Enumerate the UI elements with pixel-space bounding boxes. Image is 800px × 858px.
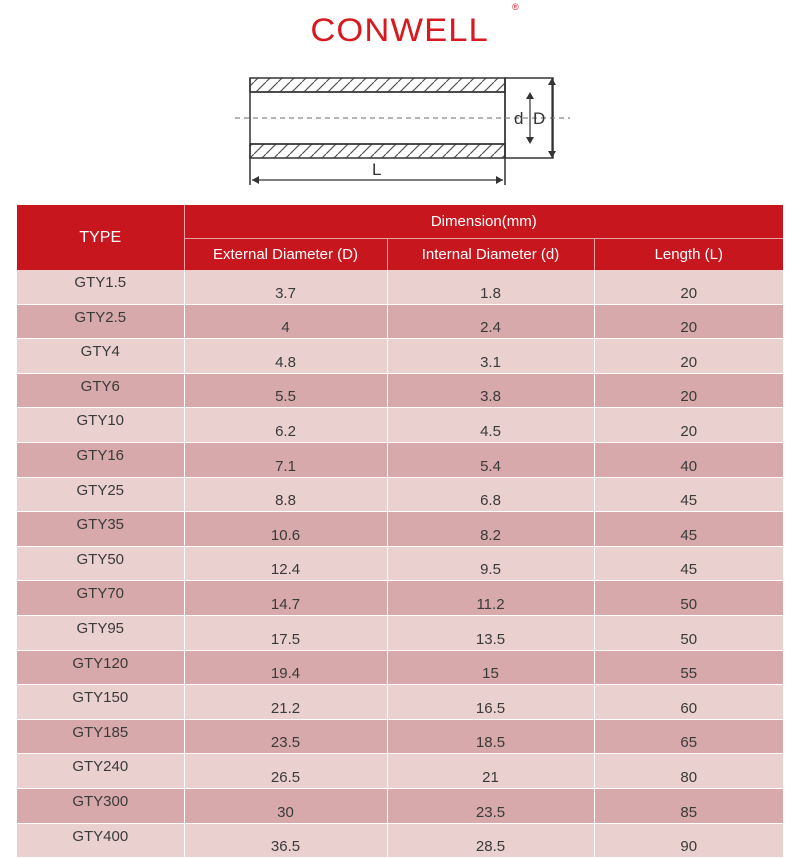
brand-logo	[0, 12, 800, 49]
cell-external-diameter: 23.5	[184, 719, 387, 754]
cell-external-diameter: 30	[184, 788, 387, 823]
cell-external-diameter: 4.8	[184, 339, 387, 374]
cell-type: GTY6	[17, 373, 184, 408]
cell-internal-diameter: 6.8	[387, 477, 594, 512]
table-row	[17, 650, 783, 685]
table-row	[17, 546, 783, 581]
cell-internal-diameter: 28.5	[387, 823, 594, 858]
table-row	[17, 270, 783, 304]
table-body	[17, 270, 783, 858]
label-length: L	[372, 160, 382, 179]
cell-type: GTY50	[17, 546, 184, 581]
cell-external-diameter: 7.1	[184, 442, 387, 477]
cell-length: 45	[594, 477, 783, 512]
label-inner-diameter: d	[514, 109, 524, 128]
dimension-table	[17, 205, 783, 858]
cell-internal-diameter: 3.8	[387, 373, 594, 408]
cell-type: GTY4	[17, 339, 184, 374]
cell-internal-diameter: 2.4	[387, 304, 594, 339]
table-row	[17, 823, 783, 858]
cell-external-diameter: 21.2	[184, 685, 387, 720]
cell-length: 20	[594, 270, 783, 304]
cell-length: 20	[594, 304, 783, 339]
table-row	[17, 477, 783, 512]
cell-length: 40	[594, 442, 783, 477]
table-row	[17, 512, 783, 547]
cell-external-diameter: 19.4	[184, 650, 387, 685]
table-row	[17, 754, 783, 789]
cell-internal-diameter: 5.4	[387, 442, 594, 477]
cell-internal-diameter: 16.5	[387, 685, 594, 720]
cell-type: GTY25	[17, 477, 184, 512]
table-row	[17, 719, 783, 754]
cell-length: 55	[594, 650, 783, 685]
cell-internal-diameter: 11.2	[387, 581, 594, 616]
tube-dimension-diagram	[230, 70, 570, 195]
cell-external-diameter: 3.7	[184, 270, 387, 304]
cell-internal-diameter: 3.1	[387, 339, 594, 374]
cell-internal-diameter: 9.5	[387, 546, 594, 581]
header-internal-diameter: Internal Diameter (d)	[387, 239, 594, 271]
cell-type: GTY95	[17, 615, 184, 650]
header-type: TYPE	[17, 205, 184, 270]
cell-external-diameter: 17.5	[184, 615, 387, 650]
cell-external-diameter: 10.6	[184, 512, 387, 547]
header-length: Length (L)	[594, 239, 783, 271]
cell-length: 65	[594, 719, 783, 754]
cell-internal-diameter: 15	[387, 650, 594, 685]
cell-external-diameter: 6.2	[184, 408, 387, 443]
cell-internal-diameter: 4.5	[387, 408, 594, 443]
cell-type: GTY150	[17, 685, 184, 720]
cell-internal-diameter: 23.5	[387, 788, 594, 823]
cell-length: 45	[594, 546, 783, 581]
table-row	[17, 408, 783, 443]
cell-length: 20	[594, 408, 783, 443]
cell-external-diameter: 14.7	[184, 581, 387, 616]
cell-internal-diameter: 13.5	[387, 615, 594, 650]
cell-type: GTY35	[17, 512, 184, 547]
table-row	[17, 788, 783, 823]
cell-type: GTY300	[17, 788, 184, 823]
cell-type: GTY10	[17, 408, 184, 443]
table-row	[17, 442, 783, 477]
cell-external-diameter: 12.4	[184, 546, 387, 581]
cell-external-diameter: 5.5	[184, 373, 387, 408]
cell-internal-diameter: 1.8	[387, 270, 594, 304]
cell-length: 90	[594, 823, 783, 858]
cell-type: GTY400	[17, 823, 184, 858]
tube-top-wall	[250, 78, 505, 92]
cell-length: 50	[594, 615, 783, 650]
cell-type: GTY16	[17, 442, 184, 477]
cell-length: 60	[594, 685, 783, 720]
cell-length: 20	[594, 373, 783, 408]
header-dimension: Dimension(mm)	[184, 205, 783, 239]
table-row	[17, 373, 783, 408]
cell-type: GTY1.5	[17, 270, 184, 304]
cell-length: 20	[594, 339, 783, 374]
cell-external-diameter: 8.8	[184, 477, 387, 512]
cell-type: GTY70	[17, 581, 184, 616]
table-row	[17, 581, 783, 616]
table-row	[17, 615, 783, 650]
label-outer-diameter: D	[533, 109, 546, 128]
cell-type: GTY240	[17, 754, 184, 789]
cell-internal-diameter: 21	[387, 754, 594, 789]
cell-internal-diameter: 8.2	[387, 512, 594, 547]
table-row	[17, 339, 783, 374]
cell-external-diameter: 36.5	[184, 823, 387, 858]
registered-mark: ®	[512, 2, 519, 12]
cell-type: GTY2.5	[17, 304, 184, 339]
cell-length: 45	[594, 512, 783, 547]
cell-external-diameter: 26.5	[184, 754, 387, 789]
cell-length: 50	[594, 581, 783, 616]
cell-internal-diameter: 18.5	[387, 719, 594, 754]
cell-type: GTY185	[17, 719, 184, 754]
brand-name: CONWELL	[310, 12, 490, 48]
table-row	[17, 685, 783, 720]
cell-length: 85	[594, 788, 783, 823]
header-external-diameter: External Diameter (D)	[184, 239, 387, 271]
table-row	[17, 304, 783, 339]
cell-external-diameter: 4	[184, 304, 387, 339]
cell-length: 80	[594, 754, 783, 789]
tube-bottom-wall	[250, 144, 505, 158]
cell-type: GTY120	[17, 650, 184, 685]
